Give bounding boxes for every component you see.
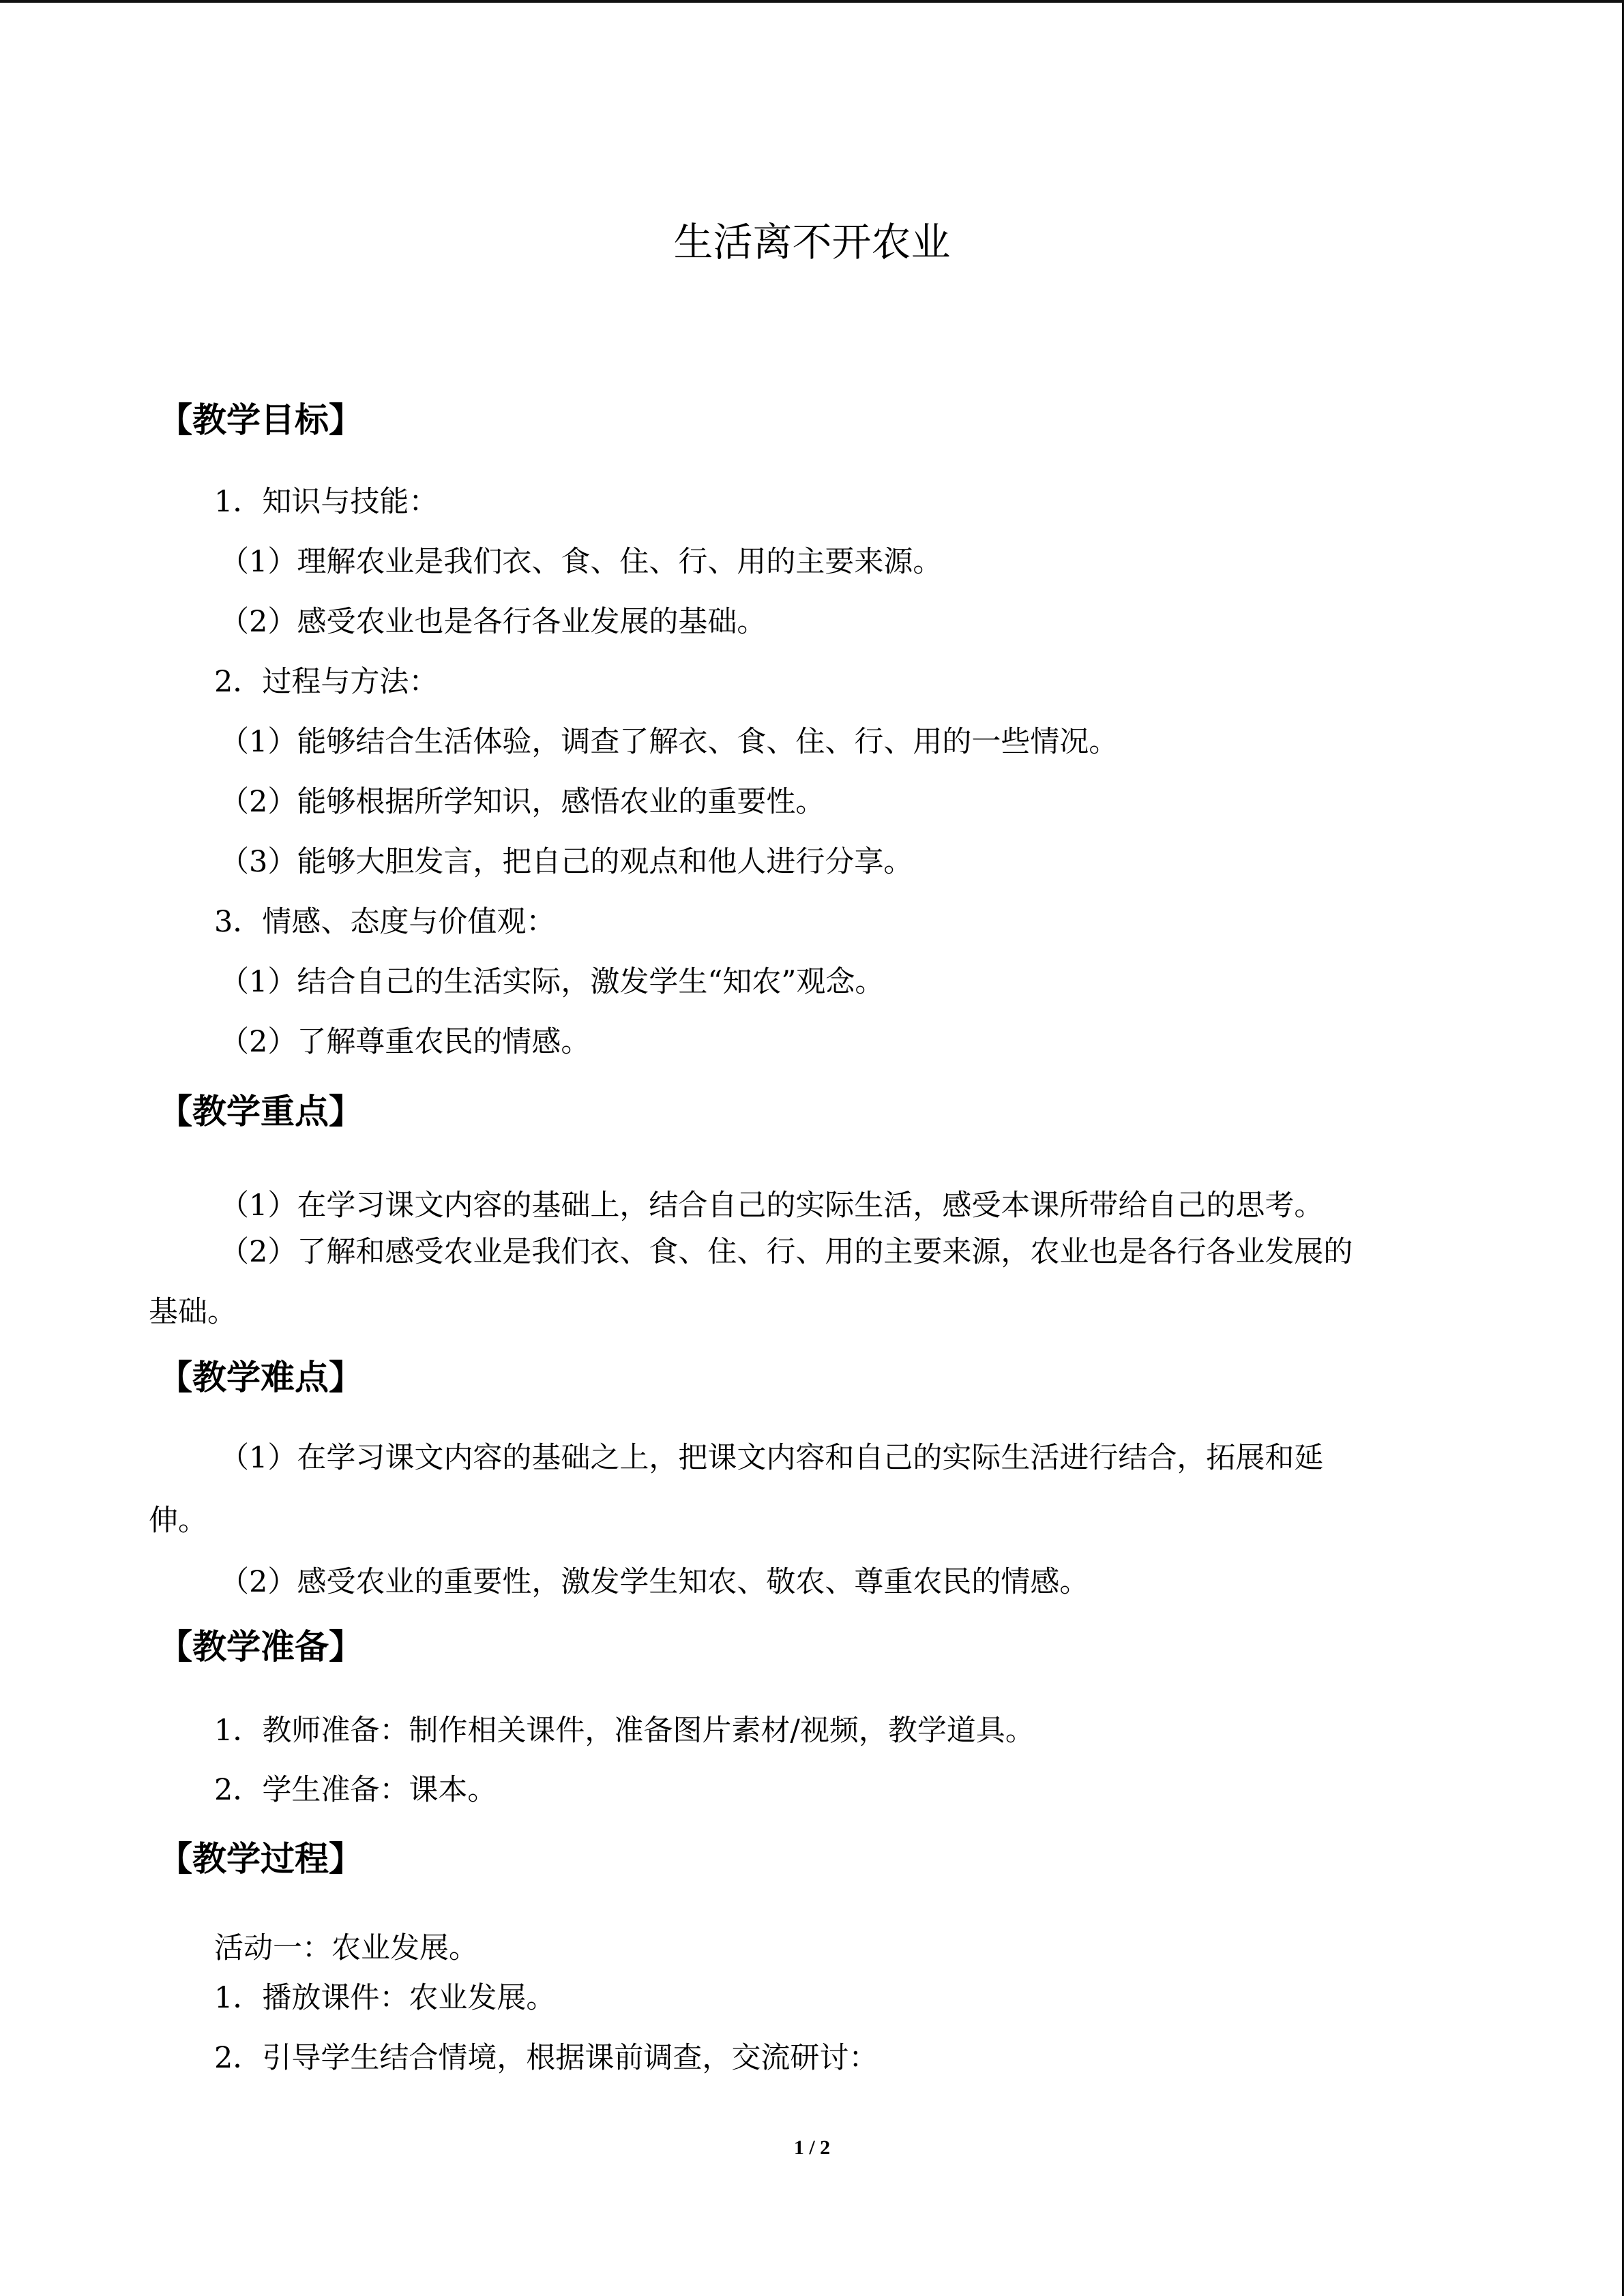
objective-line: 2．过程与方法： [214,665,439,699]
section-heading-key-points: 【教学重点】 [158,1092,363,1131]
process-line: 活动一：农业发展。 [214,1931,478,1965]
difficulty-line: （2）感受农业的重要性，激发学生知农、敬农、尊重农民的情感。 [220,1565,1089,1599]
section-heading-objectives: 【教学目标】 [158,400,363,440]
process-line: 1．播放课件：农业发展。 [214,1981,556,2015]
key-point-line: （1）在学习课文内容的基础上，结合自己的实际生活，感受本课所带给自己的思考。 [220,1189,1324,1223]
process-line: 2．引导学生结合情境，根据课前调查，交流研讨： [214,2041,879,2075]
objective-line: （2）了解尊重农民的情感。 [220,1025,591,1059]
section-heading-preparation: 【教学准备】 [158,1627,363,1667]
section-heading-difficulties: 【教学难点】 [158,1358,363,1397]
objective-line: 3．情感、态度与价值观： [214,905,556,939]
objective-line: 1．知识与技能： [214,485,439,519]
difficulty-line: （1）在学习课文内容的基础之上，把课文内容和自己的实际生活进行结合，拓展和延 [220,1441,1324,1475]
objective-line: （1）能够结合生活体验，调查了解衣、食、住、行、用的一些情况。 [220,725,1119,759]
difficulty-line: 伸。 [149,1504,207,1538]
objective-line: （2）能够根据所学知识，感悟农业的重要性。 [220,785,825,819]
key-point-line: 基础。 [149,1295,237,1329]
objective-line: （1）结合自己的生活实际，激发学生“知农”观念。 [220,965,885,999]
objective-line: （3）能够大胆发言，把自己的观点和他人进行分享。 [220,845,913,879]
objective-line: （1）理解农业是我们衣、食、住、行、用的主要来源。 [220,545,943,579]
objective-line: （2）感受农业也是各行各业发展的基础。 [220,605,767,639]
key-point-line: （2）了解和感受农业是我们衣、食、住、行、用的主要来源，农业也是各行各业发展的 [220,1235,1353,1269]
preparation-line: 1．教师准备：制作相关课件，准备图片素材/视频，教学道具。 [214,1714,1035,1748]
page-number: 1 / 2 [793,2136,831,2159]
section-heading-process: 【教学过程】 [158,1839,363,1879]
preparation-line: 2．学生准备：课本。 [214,1773,497,1807]
document-title: 生活离不开农业 [673,219,951,265]
